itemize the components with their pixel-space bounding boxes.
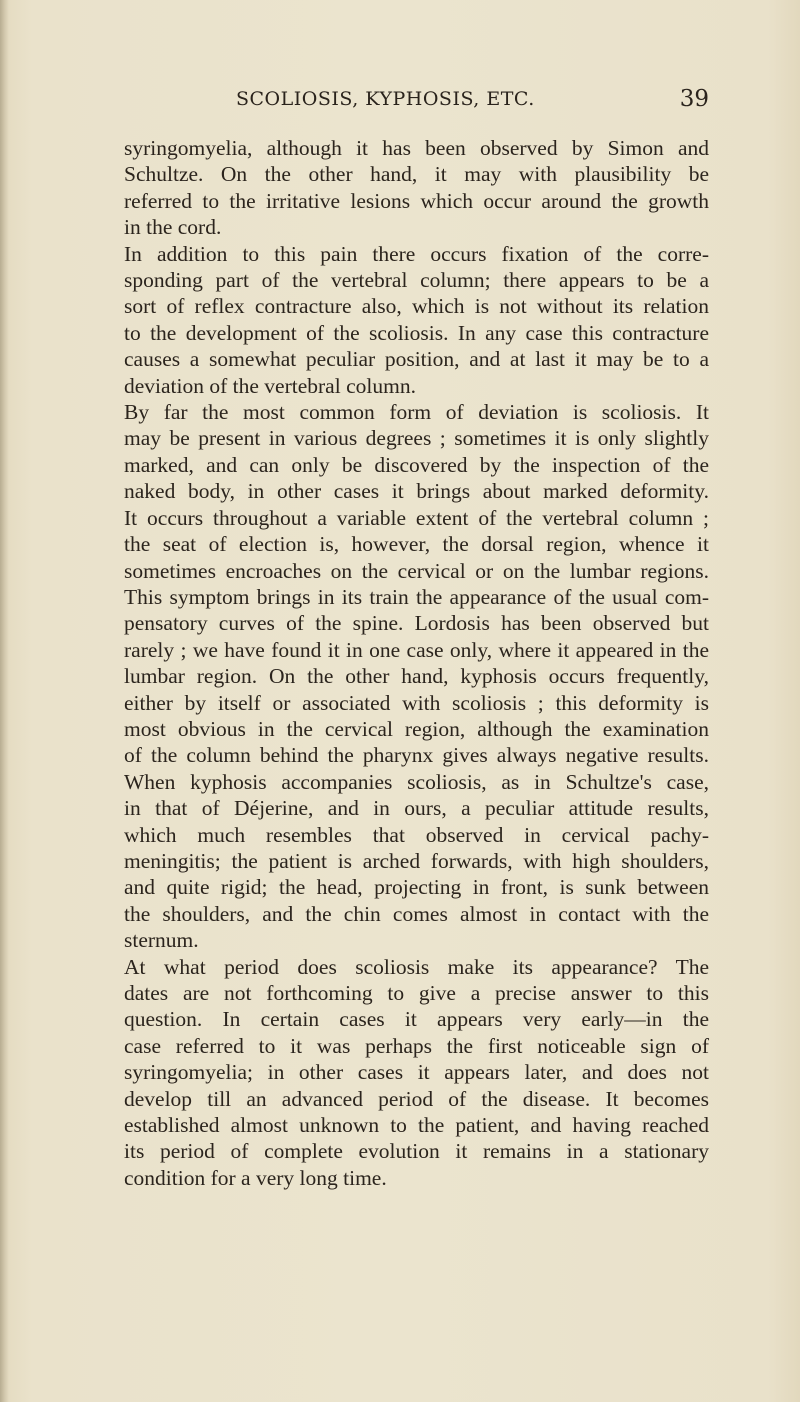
text-line: established almost unknown to the patient, and having reached (124, 1113, 709, 1138)
text-line: in the cord. (124, 215, 222, 240)
text-line: In addition to this pain there occurs fixation of the corre- (124, 241, 709, 266)
text-line: meningitis; the patient is arched forwards, with high shoulders, (124, 848, 709, 873)
text-line: rarely ; we have found it in one case only, where it appeared in the (124, 637, 709, 662)
text-line: sternum. (124, 928, 199, 953)
text-line: and quite rigid; the head, projecting in front, is sunk between (124, 875, 709, 900)
text-line: It occurs throughout a variable extent of the vertebral column ; (124, 505, 709, 530)
text-line: in that of Déjerine, and in ours, a peculiar attitude results, (124, 796, 709, 821)
text-line: of the column behind the pharynx gives always negative results. (124, 743, 709, 768)
text-line: the shoulders, and the chin comes almost in contact with the (124, 901, 709, 926)
text-line: Schultze. On the other hand, it may with plausibility be (124, 162, 709, 187)
text-line: sort of reflex contracture also, which is not without its relation (124, 294, 709, 319)
text-line: either by itself or associated with scoliosis ; this deformity is (124, 690, 709, 715)
page-number: 39 (679, 86, 709, 112)
text-line: pensatory curves of the spine. Lordosis has been observed but (124, 611, 709, 636)
text-line: condition for a very long time. (124, 1165, 387, 1190)
text-line: question. In certain cases it appears very early—in the (124, 1007, 709, 1032)
text-line: dates are not forthcoming to give a precise answer to this (124, 981, 709, 1005)
body-text (124, 135, 709, 1191)
text-line: develop till an advanced period of the disease. It becomes (124, 1086, 709, 1111)
text-line: causes a somewhat peculiar position, and at last it may be to a (124, 347, 709, 372)
text-line: When kyphosis accompanies scoliosis, as in Schultze's case, (124, 769, 709, 794)
text-line: referred to the irritative lesions which occur around the growth (124, 188, 709, 213)
text-line: the seat of election is, however, the dorsal region, whence it (124, 532, 709, 557)
running-title: SCOLIOSIS, KYPHOSIS, ETC. (236, 88, 535, 110)
text-line: By far the most common form of deviation is scoliosis. It (124, 400, 709, 425)
text-line: most obvious in the cervical region, although the examination (124, 716, 709, 741)
text-line: may be present in various degrees ; sometimes it is only slightly (124, 426, 709, 451)
text-line: naked body, in other cases it brings about marked deformity. (124, 479, 709, 504)
text-line: At what period does scoliosis make its appearance? The (124, 954, 709, 979)
text-line: syringomyelia, although it has been observed by Simon and (124, 136, 709, 160)
text-line: sponding part of the vertebral column; there appears to be a (124, 268, 709, 293)
text-line: case referred to it was perhaps the first noticeable sign of (124, 1033, 709, 1058)
text-line: sometimes encroaches on the cervical or on the lumbar regions. (124, 558, 709, 583)
text-line: to the development of the scoliosis. In any case this contracture (124, 320, 709, 345)
binding-shadow (0, 0, 9, 1402)
text-line: This symptom brings in its train the appearance of the usual com- (124, 584, 709, 609)
text-line: which much resembles that observed in cervical pachy- (124, 822, 709, 847)
text-line: marked, and can only be discovered by the inspection of the (124, 452, 709, 477)
text-line: syringomyelia; in other cases it appears later, and does not (124, 1060, 709, 1085)
text-line: lumbar region. On the other hand, kyphosis occurs frequently, (124, 664, 709, 689)
running-head (124, 86, 709, 116)
text-line: its period of complete evolution it remains in a stationary (124, 1139, 709, 1164)
text-line: deviation of the vertebral column. (124, 373, 416, 398)
